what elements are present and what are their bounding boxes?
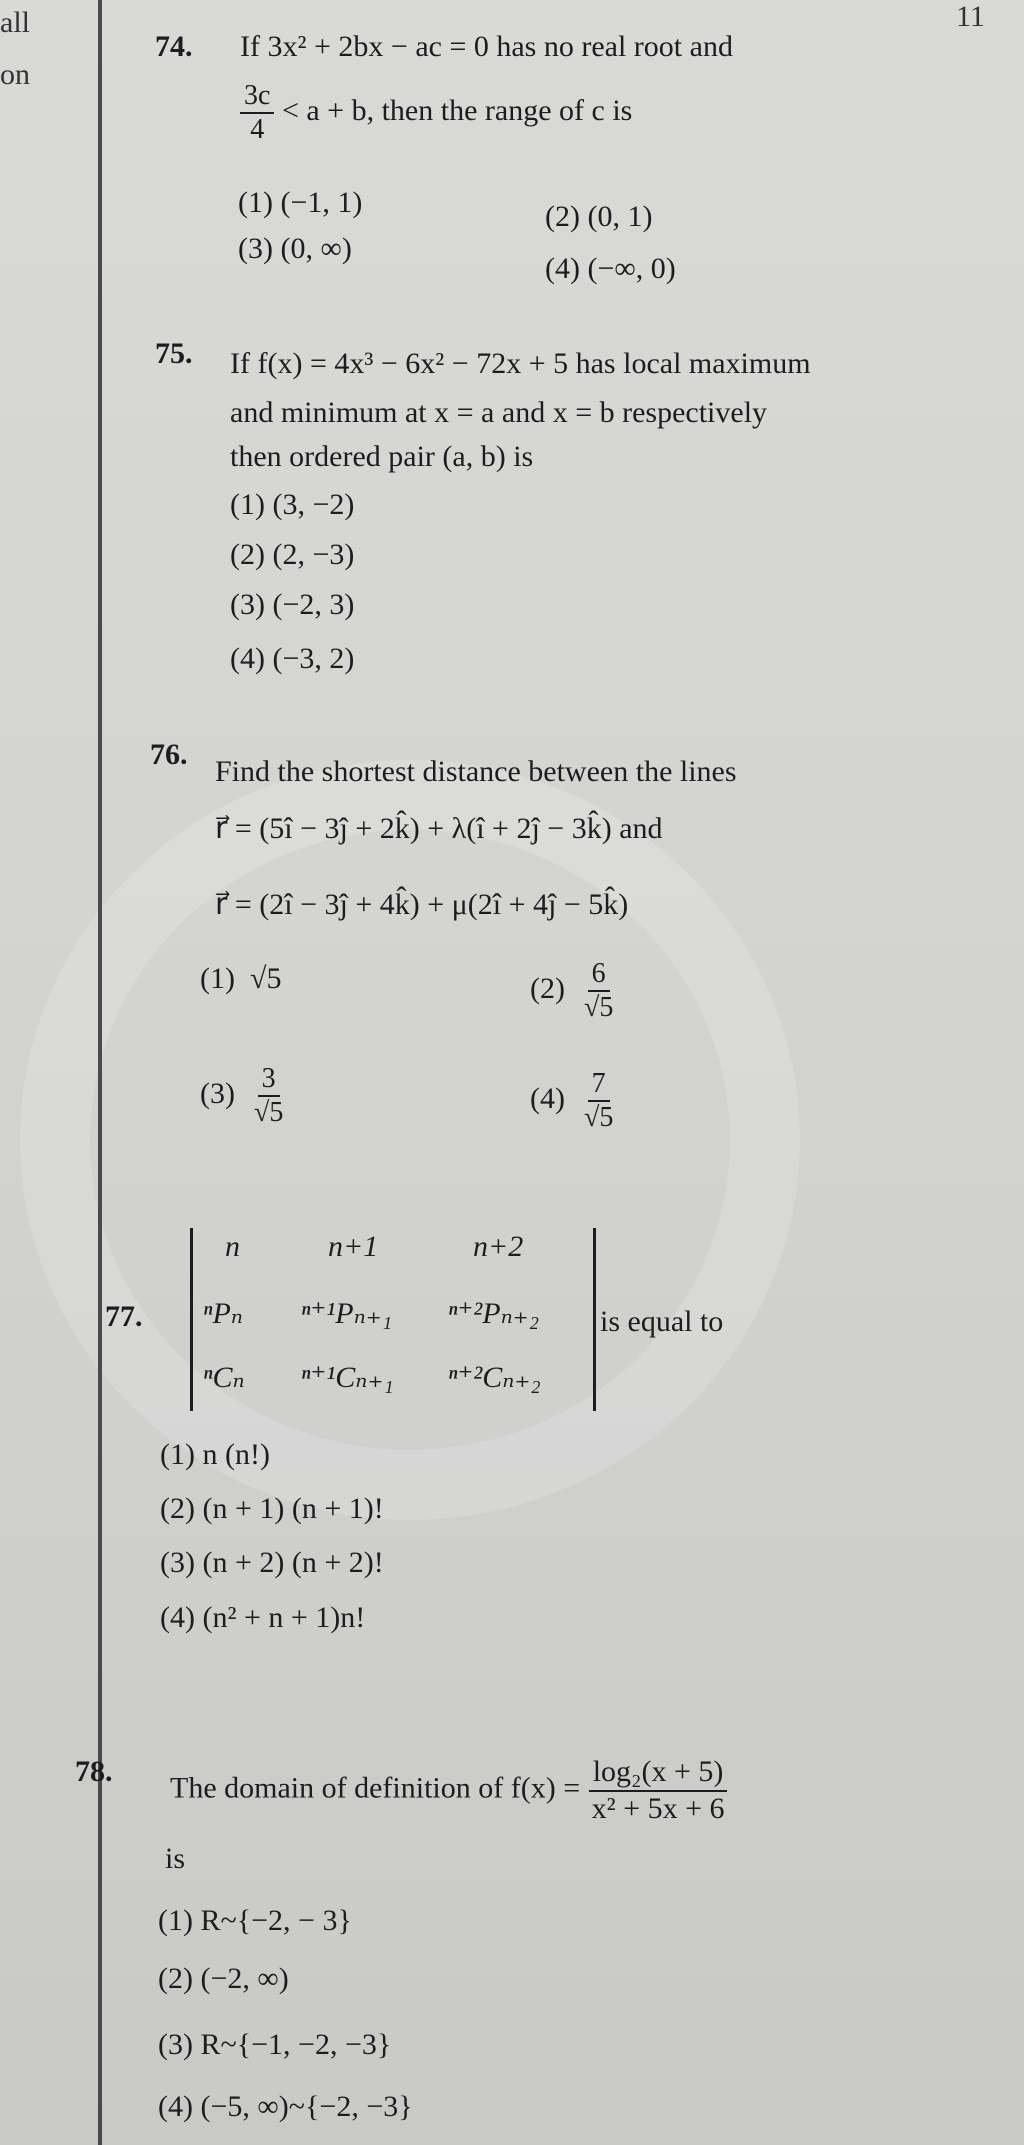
question-78-option-4[interactable]: (4) (−5, ∞)~{−2, −3}	[158, 2090, 413, 2123]
fraction-denominator: x² + 5x + 6	[591, 1791, 725, 1825]
question-75-line-2: and minimum at x = a and x = b respectively	[230, 396, 768, 429]
matrix-cell-r2c1: ⁿPₙ	[203, 1297, 243, 1330]
question-75-option-2[interactable]: (2) (2, −3)	[230, 538, 355, 571]
fraction-denominator: √5	[583, 992, 614, 1024]
question-77-option-2[interactable]: (2) (n + 1) (n + 1)!	[160, 1492, 384, 1525]
fraction-numerator: log₂(x + 5)	[589, 1755, 728, 1792]
question-78-option-1[interactable]: (1) R~{−2, − 3}	[158, 1904, 352, 1937]
question-77-option-3[interactable]: (3) (n + 2) (n + 2)!	[160, 1546, 384, 1579]
fraction-numerator: 6	[588, 958, 610, 992]
matrix-cell-r2c2: ⁿ⁺¹Pₙ₊₁	[301, 1297, 393, 1330]
question-75-number: 75.	[155, 337, 193, 370]
question-74-option-1[interactable]: (1) (−1, 1)	[238, 186, 363, 219]
matrix-cell-r3c1: ⁿCₙ	[203, 1361, 245, 1394]
question-74-option-4[interactable]: (4) (−∞, 0)	[545, 252, 676, 285]
matrix-cell-r3c3: ⁿ⁺²Cₙ₊₂	[448, 1361, 541, 1394]
option-label: (4)	[530, 1082, 565, 1116]
question-74-option-2[interactable]: (2) (0, 1)	[545, 200, 653, 233]
question-76-option-4[interactable]	[530, 1068, 617, 1134]
fraction-numerator: 7	[588, 1068, 610, 1102]
matrix-cell-r2c3: ⁿ⁺²Pₙ₊₂	[448, 1297, 540, 1330]
question-76-option-1[interactable]	[200, 962, 281, 996]
question-74-line-1: If 3x² + 2bx − ac = 0 has no real root and	[240, 30, 733, 63]
question-77-option-1[interactable]: (1) n (n!)	[160, 1438, 270, 1471]
option-fraction	[250, 1063, 287, 1129]
option-value: √5	[249, 962, 282, 995]
question-76-option-3[interactable]	[200, 1063, 287, 1129]
option-label: (3)	[200, 1077, 235, 1111]
option-fraction	[580, 1068, 617, 1134]
question-76-line-2: r⃗ = (5î − 3ĵ + 2k̂) + λ(î + 2ĵ − 3k̂) and	[215, 812, 663, 845]
question-74-line-2-text: < a + b, then the range of c is	[281, 94, 633, 128]
question-78-line-1	[170, 1755, 729, 1826]
matrix-cell-r1c1: n	[225, 1230, 240, 1263]
question-77-determinant	[190, 1228, 596, 1411]
question-75-option-1[interactable]: (1) (3, −2)	[230, 488, 355, 521]
question-78-prefix: The domain of definition of f(x) =	[170, 1771, 581, 1805]
edge-text-second: on	[0, 58, 30, 91]
question-75-line-3: then ordered pair (a, b) is	[230, 440, 534, 473]
question-78-line-2: is	[165, 1842, 186, 1875]
question-78-number: 78.	[75, 1755, 113, 1788]
option-fraction	[580, 958, 617, 1024]
question-76-number: 76.	[150, 738, 188, 771]
question-77-option-4[interactable]: (4) (n² + n + 1)n!	[160, 1601, 366, 1634]
fraction-denominator: √5	[253, 1097, 284, 1129]
question-76-line-3: r⃗ = (2î − 3ĵ + 4k̂) + μ(2î + 4ĵ − 5k̂)	[215, 888, 629, 921]
question-75-option-4[interactable]: (4) (−3, 2)	[230, 642, 355, 675]
question-75-line-1: If f(x) = 4x³ − 6x² − 72x + 5 has local maximum	[230, 347, 811, 380]
question-74-number: 74.	[155, 30, 193, 63]
fraction-denominator: √5	[583, 1102, 614, 1134]
question-74-line-2	[240, 80, 632, 146]
option-label: (2)	[530, 972, 565, 1006]
question-76-option-2[interactable]	[530, 958, 617, 1024]
matrix-cell-r1c2: n+1	[328, 1230, 379, 1263]
matrix-cell-r1c3: n+2	[473, 1230, 524, 1263]
question-78-fraction	[588, 1755, 729, 1826]
matrix-cell-r3c2: ⁿ⁺¹Cₙ₊₁	[301, 1361, 394, 1394]
question-77-number: 77.	[105, 1300, 143, 1333]
fraction-numerator: 3c	[240, 80, 274, 114]
fraction-denominator: 4	[250, 114, 265, 146]
question-77-suffix: is equal to	[600, 1305, 724, 1338]
question-74-option-3[interactable]: (3) (0, ∞)	[238, 232, 352, 265]
question-78-option-3[interactable]: (3) R~{−1, −2, −3}	[158, 2028, 392, 2061]
edge-text-top: all	[0, 6, 30, 39]
question-75-option-3[interactable]: (3) (−2, 3)	[230, 588, 355, 621]
column-divider	[98, 0, 102, 2145]
page-number: 11	[956, 0, 985, 33]
option-label: (1)	[200, 962, 235, 995]
question-78-option-2[interactable]: (2) (−2, ∞)	[158, 1962, 289, 1995]
question-74-fraction	[240, 80, 274, 146]
question-76-line-1: Find the shortest distance between the lines	[215, 755, 737, 788]
fraction-numerator: 3	[258, 1063, 280, 1097]
